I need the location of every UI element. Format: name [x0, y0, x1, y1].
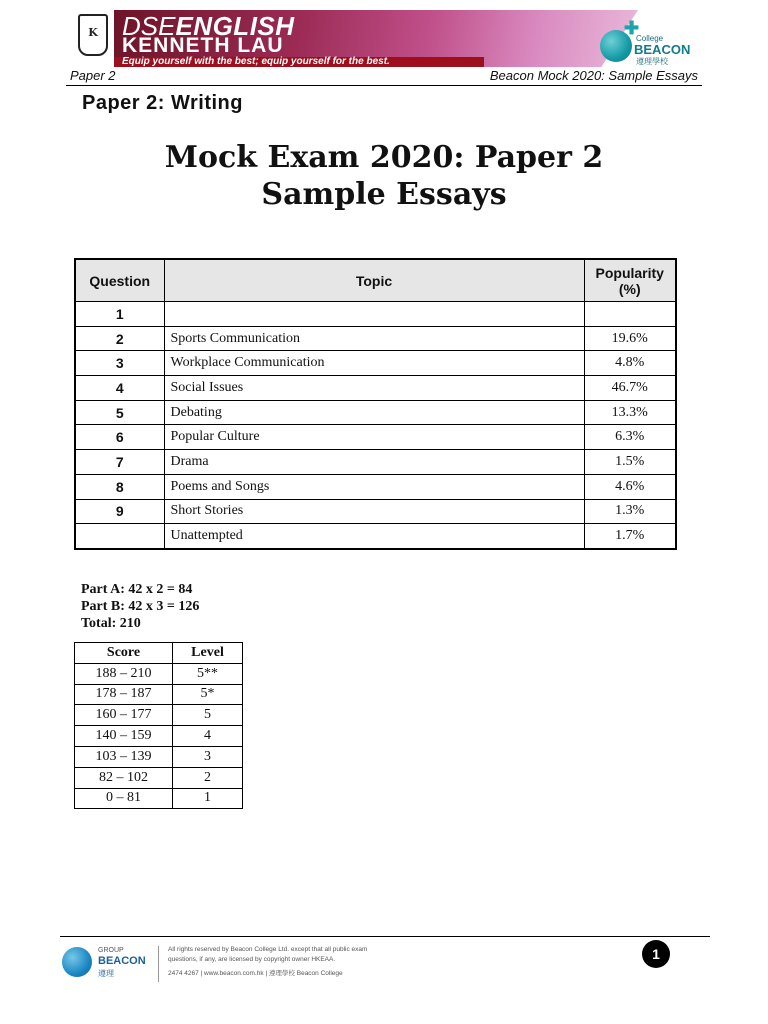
total-marks: Total: 210: [81, 616, 141, 631]
copyright-line-2: questions, if any, are licensed by copyright owner HKEAA.: [168, 956, 336, 963]
logo-chinese-text: 遵理學校: [636, 57, 668, 66]
question-cell: [75, 524, 164, 549]
level-cell: 5: [173, 705, 243, 726]
logo-chinese-text: 遵理: [98, 969, 114, 978]
table-header-row: [75, 643, 243, 664]
question-cell: 6: [75, 425, 164, 450]
topic-cell: Popular Culture: [164, 425, 584, 450]
table-row: [75, 450, 676, 475]
popularity-cell: 4.8%: [584, 351, 676, 376]
table-row: [75, 351, 676, 376]
level-cell: 1: [173, 788, 243, 809]
popularity-cell: 1.5%: [584, 450, 676, 475]
score-cell: 160 – 177: [75, 705, 173, 726]
question-cell: 4: [75, 376, 164, 401]
level-cell: 2: [173, 767, 243, 788]
popularity-cell: 6.3%: [584, 425, 676, 450]
part-b-marks: Part B: 42 x 3 = 126: [81, 599, 200, 614]
score-cell: 103 – 139: [75, 746, 173, 767]
popularity-cell: 1.3%: [584, 499, 676, 524]
logo-group-text: GROUP: [98, 947, 124, 954]
question-cell: 9: [75, 499, 164, 524]
question-cell: 8: [75, 474, 164, 499]
running-header-left: Paper 2: [70, 68, 116, 83]
score-cell: 140 – 159: [75, 726, 173, 747]
question-cell: 7: [75, 450, 164, 475]
level-cell: 4: [173, 726, 243, 747]
question-cell: 5: [75, 400, 164, 425]
part-a-marks: Part A: 42 x 2 = 84: [81, 582, 193, 597]
copyright-line-1: All rights reserved by Beacon College Ltd. except that all public exam: [168, 946, 368, 953]
brand-prefix: DSE: [122, 11, 176, 41]
topic-cell: Short Stories: [164, 499, 584, 524]
topic-cell: Drama: [164, 450, 584, 475]
column-header-score: Score: [75, 643, 173, 664]
score-cell: 0 – 81: [75, 788, 173, 809]
popularity-cell: 46.7%: [584, 376, 676, 401]
score-cell: 188 – 210: [75, 663, 173, 684]
popularity-cell: [584, 302, 676, 327]
page-title-line-1: Mock Exam 2020: Paper 2: [164, 140, 604, 175]
score-cell: 82 – 102: [75, 767, 173, 788]
brand-main: ENGLISH: [175, 11, 295, 41]
header-divider: [66, 85, 702, 86]
plus-icon: ✚: [624, 18, 640, 38]
topic-cell: Workplace Communication: [164, 351, 584, 376]
table-header-row: [75, 259, 676, 302]
running-header-right: Beacon Mock 2020: Sample Essays: [489, 68, 698, 83]
topic-cell: Sports Communication: [164, 326, 584, 351]
topic-cell: Unattempted: [164, 524, 584, 549]
brand-name: KENNETH LAU: [122, 34, 284, 57]
school-crest-logo: K: [78, 14, 108, 56]
table-row: [75, 788, 243, 809]
table-row: [75, 663, 243, 684]
table-row: [75, 524, 676, 549]
table-row: [75, 326, 676, 351]
column-header-question: Question: [75, 259, 164, 302]
table-row: [75, 425, 676, 450]
table-row: [75, 705, 243, 726]
popularity-cell: 19.6%: [584, 326, 676, 351]
popularity-cell: 4.6%: [584, 474, 676, 499]
topic-cell: Social Issues: [164, 376, 584, 401]
logo-name-text: BEACON: [98, 955, 146, 967]
header-banner: [78, 10, 704, 67]
table-row: [75, 726, 243, 747]
popularity-cell: 1.7%: [584, 524, 676, 549]
topic-cell: [164, 302, 584, 327]
column-header-topic: Topic: [164, 259, 584, 302]
footer-divider: [60, 936, 710, 937]
question-cell: 2: [75, 326, 164, 351]
beacon-college-logo: [598, 18, 704, 66]
logo-college-text: College: [636, 34, 664, 43]
topic-cell: Poems and Songs: [164, 474, 584, 499]
logo-name-text: BEACON: [634, 42, 691, 57]
question-cell: 1: [75, 302, 164, 327]
footer-contact: 2474 4267 | www.beacon.com.hk | 遵理學校 Beacon College: [168, 970, 343, 977]
page-title-line-2: Sample Essays: [261, 177, 507, 212]
section-title: Paper 2: Writing: [82, 92, 243, 114]
table-row: [75, 376, 676, 401]
column-header-level: Level: [173, 643, 243, 664]
table-row: [75, 474, 676, 499]
beacon-group-logo: [62, 945, 162, 979]
level-cell: 3: [173, 746, 243, 767]
score-cell: 178 – 187: [75, 684, 173, 705]
level-cell: 5*: [173, 684, 243, 705]
table-row: [75, 767, 243, 788]
topic-cell: Debating: [164, 400, 584, 425]
column-header-popularity: Popularity (%): [584, 259, 676, 302]
footer-separator: [158, 946, 159, 982]
level-cell: 5**: [173, 663, 243, 684]
table-row: [75, 746, 243, 767]
page-number-badge: 1: [642, 940, 670, 968]
table-row: [75, 499, 676, 524]
table-row: [75, 684, 243, 705]
beacon-globe-icon: [62, 947, 92, 977]
table-row: [75, 302, 676, 327]
question-cell: 3: [75, 351, 164, 376]
topic-popularity-table: [74, 258, 677, 550]
popularity-cell: 13.3%: [584, 400, 676, 425]
brand-tagline: Equip yourself with the best; equip yourself for the best.: [122, 56, 390, 67]
score-level-table: [74, 642, 243, 809]
table-row: [75, 400, 676, 425]
